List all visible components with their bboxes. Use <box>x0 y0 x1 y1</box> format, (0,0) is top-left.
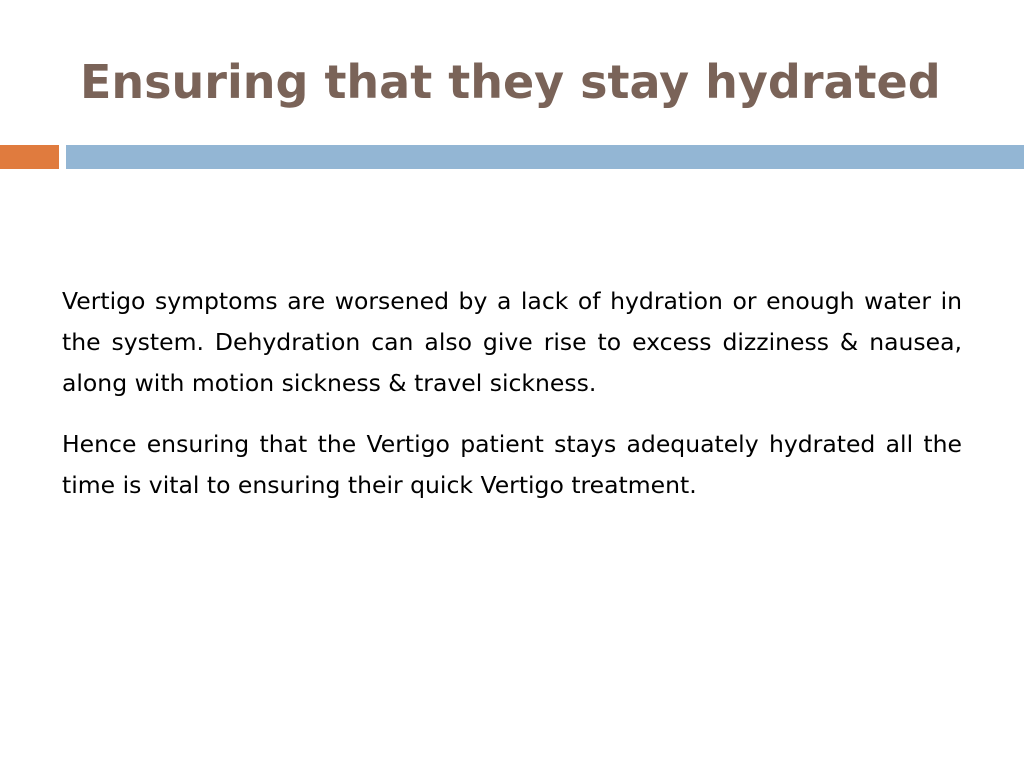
blue-rule-bar <box>66 145 1024 169</box>
orange-accent-bar <box>0 145 59 169</box>
body-paragraph-2: Hence ensuring that the Vertigo patient stays adequately hydrated all the time is vital to ensuring their quick Vertigo treatment. <box>62 430 962 499</box>
slide-body <box>62 281 962 506</box>
slide-title: Ensuring that they stay hydrated <box>80 55 941 109</box>
body-paragraph-1: Vertigo symptoms are worsened by a lack of hydration or enough water in the system. Dehydration can also give rise to excess dizziness & nausea, along with motion sickness & travel sickness. <box>62 287 962 397</box>
